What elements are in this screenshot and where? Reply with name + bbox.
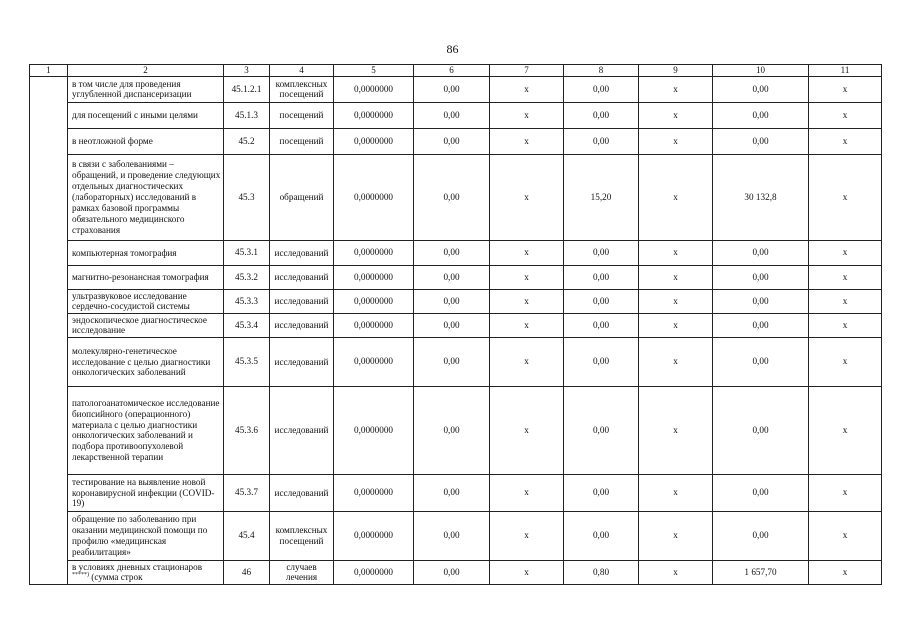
header-cell: 1 (30, 65, 68, 77)
cell-col10: 0,00 (713, 474, 809, 511)
cell-col9: x (639, 337, 713, 386)
cell-col9: x (639, 386, 713, 474)
cell-col8: 0,00 (564, 128, 639, 154)
cell-col5: 0,0000000 (334, 128, 414, 154)
cell-col6: 0,00 (414, 386, 490, 474)
cell-col9: x (639, 265, 713, 289)
table-row (30, 511, 882, 560)
cell-col10: 0,00 (713, 102, 809, 128)
cell-col9: x (639, 474, 713, 511)
cell-col9: x (639, 102, 713, 128)
cell-col9: x (639, 560, 713, 584)
header-cell: 3 (224, 65, 270, 77)
row-name: патологоанатомическое исследование биопсийного (операционного) материала с целью диагностики онкологических заболеваний и подбора противоопухолевой лекарственной терапии (68, 386, 224, 474)
table-row (30, 154, 882, 240)
row-unit: исследований (270, 265, 334, 289)
cell-col10: 0,00 (713, 128, 809, 154)
cell-col5: 0,0000000 (334, 313, 414, 337)
cell-col6: 0,00 (414, 474, 490, 511)
cell-col8: 0,80 (564, 560, 639, 584)
cell-col11: x (809, 102, 882, 128)
cell-col8: 0,00 (564, 474, 639, 511)
cell-col6: 0,00 (414, 511, 490, 560)
cell-col10: 0,00 (713, 511, 809, 560)
row-unit: комплексных посещений (270, 511, 334, 560)
row-unit: комплексных посещений (270, 76, 334, 102)
cell-col7: x (490, 240, 564, 265)
cell-col10: 0,00 (713, 337, 809, 386)
header-cell: 8 (564, 65, 639, 77)
table-row (30, 313, 882, 337)
row-unit: исследований (270, 240, 334, 265)
cell-col5: 0,0000000 (334, 386, 414, 474)
cell-col7: x (490, 265, 564, 289)
cell-col6: 0,00 (414, 313, 490, 337)
row-name: магнитно-резонансная томография (68, 265, 224, 289)
cell-col6: 0,00 (414, 76, 490, 102)
row-code: 45.4 (224, 511, 270, 560)
cell-col6: 0,00 (414, 240, 490, 265)
cell-col9: x (639, 240, 713, 265)
cell-col9: x (639, 154, 713, 240)
cell-col10: 0,00 (713, 76, 809, 102)
cell-col6: 0,00 (414, 289, 490, 313)
cell-col6: 0,00 (414, 102, 490, 128)
row-code: 45.3.1 (224, 240, 270, 265)
cell-col7: x (490, 560, 564, 584)
table-row (30, 265, 882, 289)
cell-col5: 0,0000000 (334, 265, 414, 289)
row-unit: обращений (270, 154, 334, 240)
cell-col11: x (809, 560, 882, 584)
cell-col9: x (639, 289, 713, 313)
cell-col8: 15,20 (564, 154, 639, 240)
cell-col10: 0,00 (713, 289, 809, 313)
table-row (30, 289, 882, 313)
row-name: тестирование на выявление новой коронавирусной инфекции (COVID-19) (68, 474, 224, 511)
row-name: компьютерная томография (68, 240, 224, 265)
row-unit: исследований (270, 289, 334, 313)
table-row (30, 337, 882, 386)
header-cell: 5 (334, 65, 414, 77)
cell-col7: x (490, 313, 564, 337)
row-unit: случаев лечения (270, 560, 334, 584)
cell-col7: x (490, 154, 564, 240)
cell-col10: 30 132,8 (713, 154, 809, 240)
page-number: 86 (446, 42, 459, 56)
cell-col11: x (809, 474, 882, 511)
row-name: обращение по заболеванию при оказании медицинской помощи по профилю «медицинская реабилитация» (68, 511, 224, 560)
row-name: в том числе для проведения углубленной диспансеризации (68, 76, 224, 102)
cell-col5: 0,0000000 (334, 474, 414, 511)
cell-col11: x (809, 265, 882, 289)
row-name: эндоскопическое диагностическое исследование (68, 313, 224, 337)
cell-col9: x (639, 128, 713, 154)
cell-col11: x (809, 313, 882, 337)
row-unit: посещений (270, 102, 334, 128)
table-row (30, 560, 882, 584)
row-code: 45.3.6 (224, 386, 270, 474)
cell-col8: 0,00 (564, 240, 639, 265)
footnote-mark: *****) (72, 572, 89, 579)
cell-col8: 0,00 (564, 265, 639, 289)
header-cell: 2 (68, 65, 224, 77)
cell-col8: 0,00 (564, 289, 639, 313)
row-name: в условиях дневных стационаров *****) (сумма строк (68, 560, 224, 584)
cell-col7: x (490, 511, 564, 560)
row-code: 45.3.5 (224, 337, 270, 386)
cell-col11: x (809, 154, 882, 240)
cell-col10: 0,00 (713, 265, 809, 289)
header-cell: 4 (270, 65, 334, 77)
row-unit: исследований (270, 337, 334, 386)
cell-col8: 0,00 (564, 337, 639, 386)
cell-col7: x (490, 76, 564, 102)
row-code: 45.2 (224, 128, 270, 154)
row-code: 45.1.3 (224, 102, 270, 128)
cell-col8: 0,00 (564, 76, 639, 102)
row-code: 45.3.7 (224, 474, 270, 511)
cell-col10: 0,00 (713, 313, 809, 337)
row-unit: посещений (270, 128, 334, 154)
row-code: 45.3.4 (224, 313, 270, 337)
table-row (30, 76, 882, 102)
cell-col11: x (809, 386, 882, 474)
row-name: молекулярно-генетическое исследование с целью диагностики онкологических заболеваний (68, 337, 224, 386)
cell-col6: 0,00 (414, 337, 490, 386)
header-cell: 6 (414, 65, 490, 77)
cell-col9: x (639, 76, 713, 102)
row-unit: исследований (270, 386, 334, 474)
cell-col7: x (490, 386, 564, 474)
cell-col11: x (809, 511, 882, 560)
row-code: 45.3.3 (224, 289, 270, 313)
header-row (30, 65, 882, 77)
row-unit: исследований (270, 474, 334, 511)
row-name: в связи с заболеваниями – обращений, и проведение следующих отдельных диагностических (лабораторных) исследований в рамках базовой программы обязательного медицинского страхования (68, 154, 224, 240)
cell-col5: 0,0000000 (334, 240, 414, 265)
table-row (30, 240, 882, 265)
row-code: 45.3.2 (224, 265, 270, 289)
cell-col5: 0,0000000 (334, 511, 414, 560)
table-row (30, 128, 882, 154)
cell-col8: 0,00 (564, 511, 639, 560)
column-1-merged-cell (30, 76, 68, 584)
data-table (29, 64, 882, 585)
row-unit: исследований (270, 313, 334, 337)
row-code: 45.3 (224, 154, 270, 240)
cell-col11: x (809, 289, 882, 313)
cell-col10: 0,00 (713, 240, 809, 265)
cell-col5: 0,0000000 (334, 102, 414, 128)
cell-col11: x (809, 76, 882, 102)
cell-col6: 0,00 (414, 128, 490, 154)
cell-col5: 0,0000000 (334, 154, 414, 240)
cell-col5: 0,0000000 (334, 337, 414, 386)
header-cell: 9 (639, 65, 713, 77)
cell-col7: x (490, 337, 564, 386)
header-cell: 11 (809, 65, 882, 77)
table-row (30, 386, 882, 474)
cell-col7: x (490, 474, 564, 511)
cell-col5: 0,0000000 (334, 560, 414, 584)
cell-col8: 0,00 (564, 313, 639, 337)
row-code: 45.1.2.1 (224, 76, 270, 102)
cell-col5: 0,0000000 (334, 76, 414, 102)
cell-col8: 0,00 (564, 102, 639, 128)
cell-col7: x (490, 102, 564, 128)
row-name: ультразвуковое исследование сердечно-сосудистой системы (68, 289, 224, 313)
cell-col6: 0,00 (414, 154, 490, 240)
row-name: в неотложной форме (68, 128, 224, 154)
cell-col10: 0,00 (713, 386, 809, 474)
row-name: для посещений с иными целями (68, 102, 224, 128)
row-code: 46 (224, 560, 270, 584)
row-name-tail: (сумма строк (91, 572, 143, 583)
cell-col11: x (809, 128, 882, 154)
cell-col5: 0,0000000 (334, 289, 414, 313)
cell-col7: x (490, 289, 564, 313)
header-cell: 10 (713, 65, 809, 77)
cell-col7: x (490, 128, 564, 154)
cell-col8: 0,00 (564, 386, 639, 474)
cell-col9: x (639, 511, 713, 560)
cell-col10: 1 657,70 (713, 560, 809, 584)
cell-col11: x (809, 337, 882, 386)
cell-col6: 0,00 (414, 560, 490, 584)
header-cell: 7 (490, 65, 564, 77)
table-row (30, 474, 882, 511)
table-row (30, 102, 882, 128)
cell-col9: x (639, 313, 713, 337)
cell-col6: 0,00 (414, 265, 490, 289)
cell-col11: x (809, 240, 882, 265)
